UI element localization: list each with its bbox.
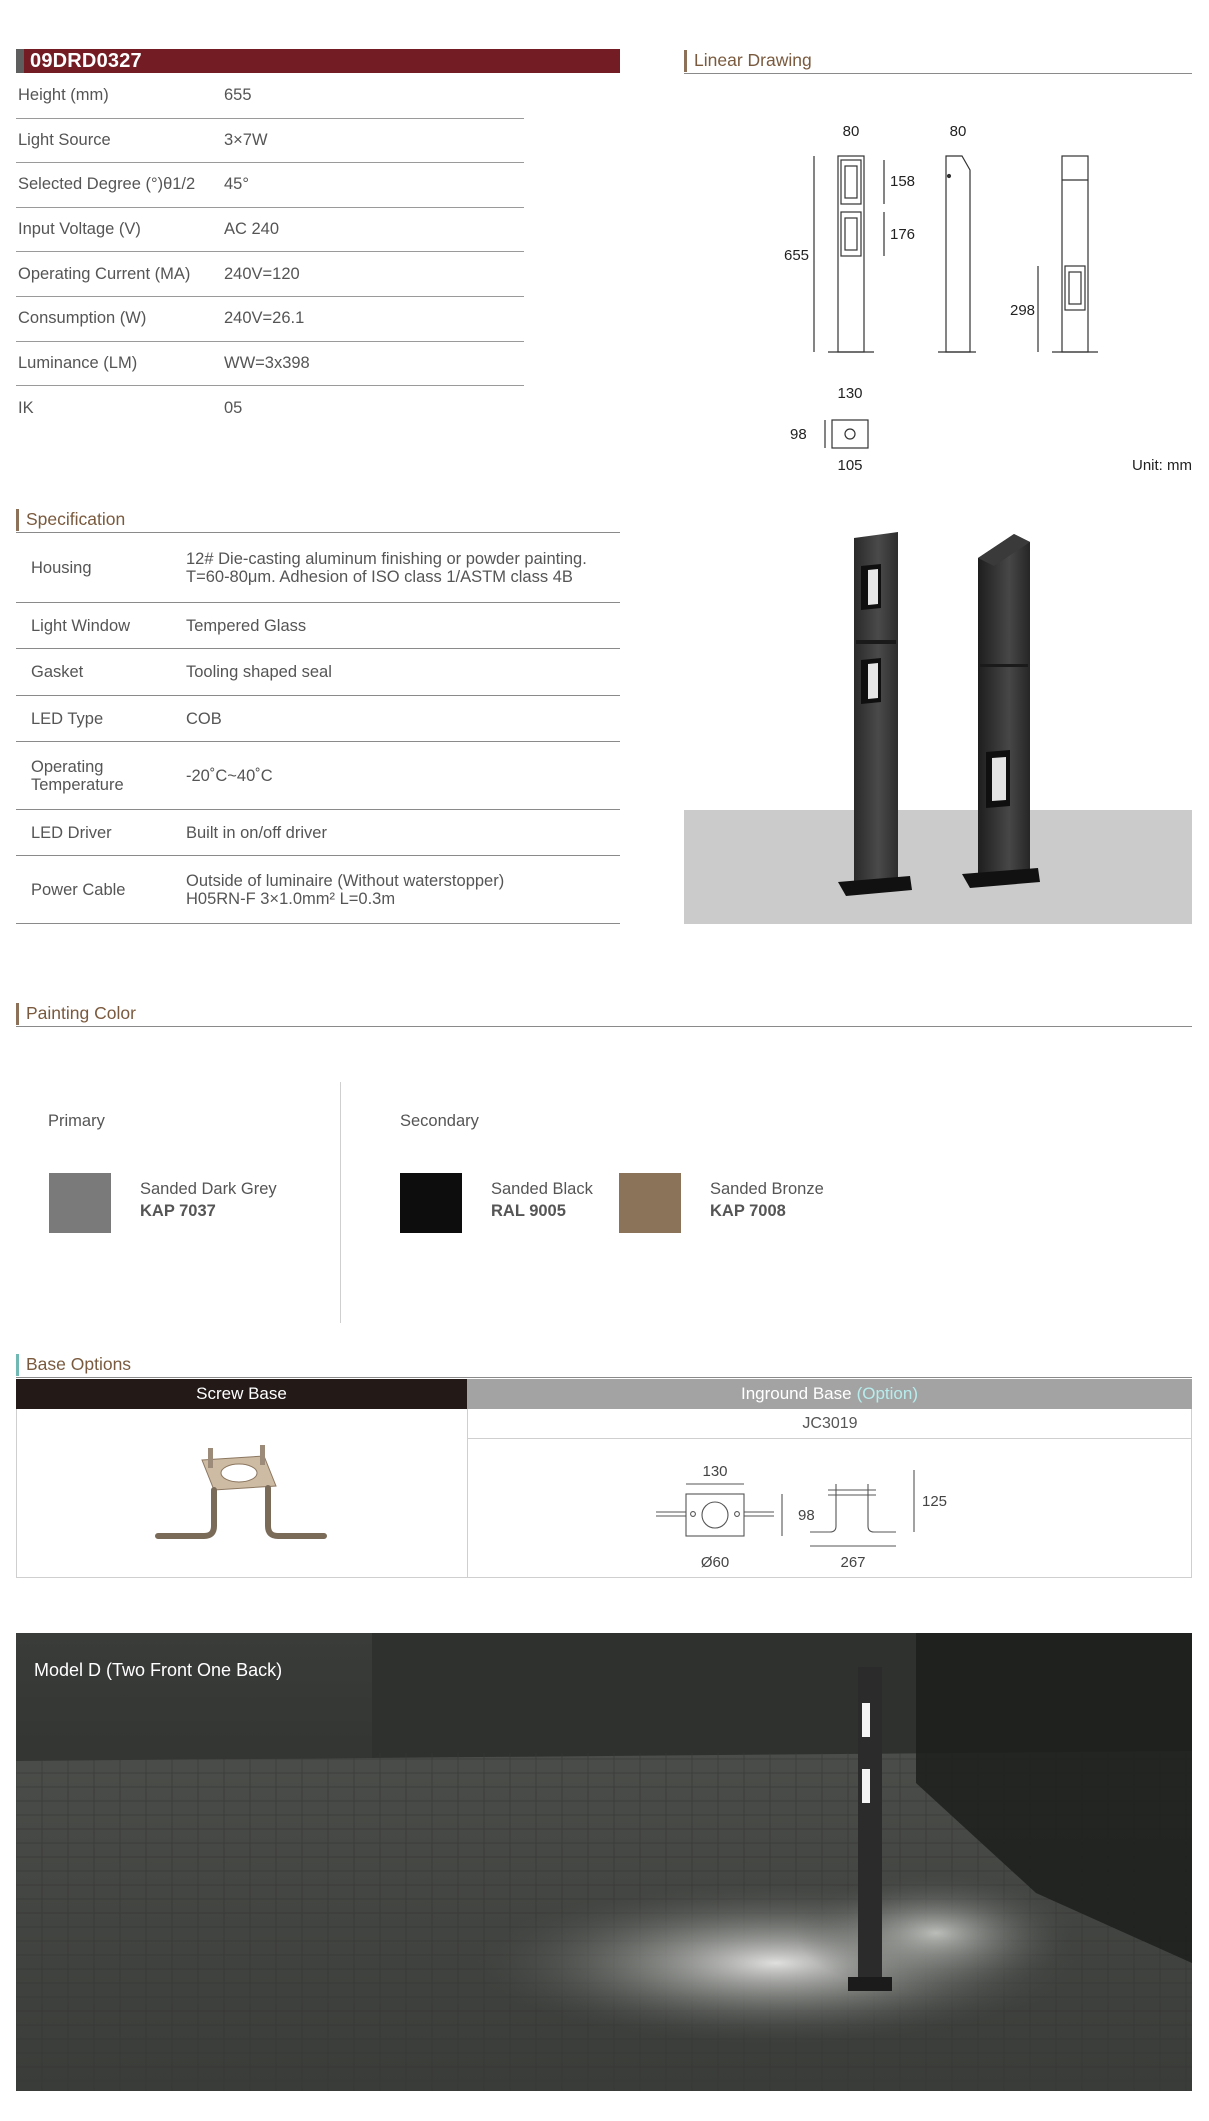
color-code: RAL 9005 (491, 1202, 566, 1220)
color-code: KAP 7008 (710, 1202, 786, 1220)
scene-bollard-base (848, 1977, 892, 1991)
inground-plan-hole (702, 1502, 728, 1528)
dim-side-width: 80 (949, 123, 967, 140)
spec-value (186, 550, 620, 586)
spec-value-line: Outside of luminaire (Without waterstopper) (186, 871, 505, 890)
spec-row-housing (16, 533, 620, 603)
scene-light-pool-2 (796, 1873, 1076, 1993)
color-black (491, 1178, 593, 1222)
color-name: Sanded Dark Grey (140, 1180, 277, 1198)
swatch-dark-grey (49, 1173, 111, 1233)
night-scene-image (16, 1633, 1192, 2091)
back-window (1065, 266, 1085, 310)
spec-label: LED Type (31, 709, 104, 728)
spec-label: Light Source (18, 130, 111, 149)
spec-row-gasket (16, 649, 620, 696)
dim-base-depth: 98 (790, 426, 807, 443)
front-pole-window-top-glass (868, 569, 878, 605)
spec-label: Power Cable (31, 880, 126, 899)
spec-value-line: T=60-80μm. Adhesion of ISO class 1/ASTM class 4B (186, 567, 573, 586)
basic-spec-row (16, 252, 524, 297)
color-bronze (710, 1178, 824, 1222)
primary-label: Primary (48, 1112, 105, 1130)
base-options-title: Base Options (26, 1354, 132, 1374)
inground-option-label: (Option) (856, 1384, 918, 1403)
render-floor (684, 810, 1192, 924)
basic-spec-row (16, 208, 524, 253)
back-pole-window-glass (992, 757, 1006, 801)
spec-value: 05 (224, 398, 243, 417)
product-render (684, 512, 1192, 924)
spec-label: IK (18, 398, 34, 417)
section-accent (16, 509, 19, 531)
spec-value: 3×7W (224, 130, 268, 149)
linear-drawing-title: Linear Drawing (694, 50, 812, 70)
spec-row-power-cable (16, 856, 620, 924)
spec-label: Gasket (31, 663, 84, 681)
basic-spec-row (16, 163, 524, 208)
specification-table (16, 533, 620, 924)
spec-value: 240V=26.1 (224, 309, 305, 328)
spec-label: Operating Current (MA) (18, 264, 191, 283)
spec-row-light-window (16, 603, 620, 649)
back-pole (978, 534, 1030, 876)
color-divider (340, 1082, 341, 1323)
dim-window-gap: 176 (890, 226, 916, 243)
spec-value: Tempered Glass (186, 616, 307, 635)
spec-value: -20˚C~40˚C (186, 766, 273, 785)
inground-base-header (467, 1379, 1192, 1409)
spec-row-operating-temperature (16, 742, 620, 810)
spec-label-line: Temperature (31, 775, 124, 794)
night-scene-photo (16, 1633, 1192, 2091)
swatch-bronze (619, 1173, 681, 1233)
color-code: KAP 7037 (140, 1202, 216, 1220)
basic-spec-row (16, 386, 524, 431)
scene-bollard-light-top (862, 1703, 870, 1737)
spec-label: Luminance (LM) (18, 353, 138, 372)
scene-bollard-light-mid (862, 1769, 870, 1803)
screw-base-leg-right (268, 1488, 324, 1536)
color-name: Sanded Bronze (710, 1180, 824, 1198)
spec-value-line: 12# Die-casting aluminum finishing or powder painting. (186, 549, 587, 568)
front-window-top-inner (845, 166, 857, 198)
product-render-image (684, 512, 1192, 924)
model-number: 09DRD0327 (30, 49, 142, 72)
dim-base-hole: 105 (837, 457, 863, 474)
title-accent (16, 49, 24, 73)
scene-caption: Model D (Two Front One Back) (34, 1660, 283, 1680)
linear-drawing-header (684, 48, 1192, 74)
spec-label (16, 758, 186, 794)
section-accent (16, 1003, 19, 1025)
side-view-body (946, 156, 970, 352)
spec-row-led-type (16, 696, 620, 742)
back-pole-seam (980, 664, 1028, 667)
basic-spec-row (16, 74, 524, 119)
model-title-bar (16, 49, 620, 73)
screw-base-header: Screw Base (16, 1379, 467, 1409)
dim-base-width: 130 (837, 385, 863, 402)
painting-color-title: Painting Color (26, 1003, 136, 1023)
spec-label: Selected Degree (°)θ1/2 (18, 175, 196, 194)
side-screw (948, 175, 951, 178)
front-window-top (841, 160, 861, 204)
front-pole-window-mid-glass (868, 663, 878, 699)
spec-label: Input Voltage (V) (18, 220, 141, 239)
spec-value: AC 240 (224, 220, 280, 239)
spec-label: Light Window (31, 616, 131, 635)
front-window-mid (841, 212, 861, 256)
unit-label: Unit: mm (1132, 457, 1192, 474)
back-window-inner (1069, 272, 1081, 304)
inground-base-label: Inground Base (740, 1384, 852, 1403)
spec-value: Built in on/off driver (186, 823, 327, 842)
dim-front-width: 80 (842, 123, 860, 140)
dim-window-top: 158 (890, 173, 916, 190)
base-options-header (16, 1352, 1192, 1378)
basic-spec-row (16, 119, 524, 164)
inground-side-leg-right (868, 1484, 896, 1532)
inground-dim-depth: 98 (798, 1507, 815, 1524)
section-accent (16, 1354, 19, 1376)
secondary-label: Secondary (400, 1112, 479, 1130)
front-pole-seam (856, 640, 896, 644)
spec-value: 240V=120 (224, 264, 300, 283)
inground-model: JC3019 (468, 1409, 1192, 1439)
screw-base-leg-left (158, 1490, 214, 1536)
color-dark-grey (140, 1178, 277, 1222)
inground-dim-height: 125 (922, 1493, 948, 1510)
inground-dim-hole: Ø60 (700, 1554, 730, 1571)
specification-header (16, 507, 620, 533)
dim-back-window: 298 (1010, 302, 1036, 319)
spec-label: Height (mm) (18, 86, 109, 105)
spec-label: Housing (31, 558, 92, 577)
inground-dim-length: 267 (840, 1554, 866, 1571)
linear-drawing-section (684, 48, 1192, 474)
spec-value: COB (186, 709, 222, 728)
screw-base-hole (221, 1464, 257, 1482)
screw-bolt-left (208, 1448, 213, 1468)
dim-height: 655 (784, 247, 810, 264)
inground-dim-width: 130 (702, 1463, 728, 1480)
screw-base-image (140, 1440, 340, 1570)
spec-value: 655 (224, 86, 252, 105)
basic-spec-table (16, 74, 524, 431)
spec-value: 45° (224, 175, 249, 194)
front-view-body (838, 156, 864, 352)
back-view-body (1062, 156, 1088, 352)
linear-drawing-svg (684, 74, 1192, 474)
swatch-black (400, 1173, 462, 1233)
spec-value: WW=3x398 (224, 353, 310, 372)
section-accent (684, 50, 687, 72)
spec-label-line: Operating (31, 757, 104, 776)
screw-bolt-right (260, 1445, 265, 1465)
front-window-mid-inner (845, 218, 857, 250)
spec-label: LED Driver (31, 823, 112, 842)
basic-spec-row (16, 297, 524, 342)
specification-title: Specification (26, 509, 126, 529)
spec-row-led-driver (16, 810, 620, 856)
base-plan (832, 420, 868, 448)
spec-label: Consumption (W) (18, 309, 147, 328)
inground-base-drawing (640, 1450, 1020, 1576)
inground-screw-left (691, 1512, 696, 1517)
inground-screw-right (735, 1512, 740, 1517)
color-name: Sanded Black (491, 1180, 593, 1198)
painting-color-header (16, 1001, 1192, 1027)
spec-value-line: H05RN-F 3×1.0mm² L=0.3m (186, 889, 396, 908)
spec-value (186, 872, 620, 908)
basic-spec-row (16, 342, 524, 387)
base-plan-hole (845, 429, 855, 439)
spec-value: Tooling shaped seal (186, 663, 332, 681)
